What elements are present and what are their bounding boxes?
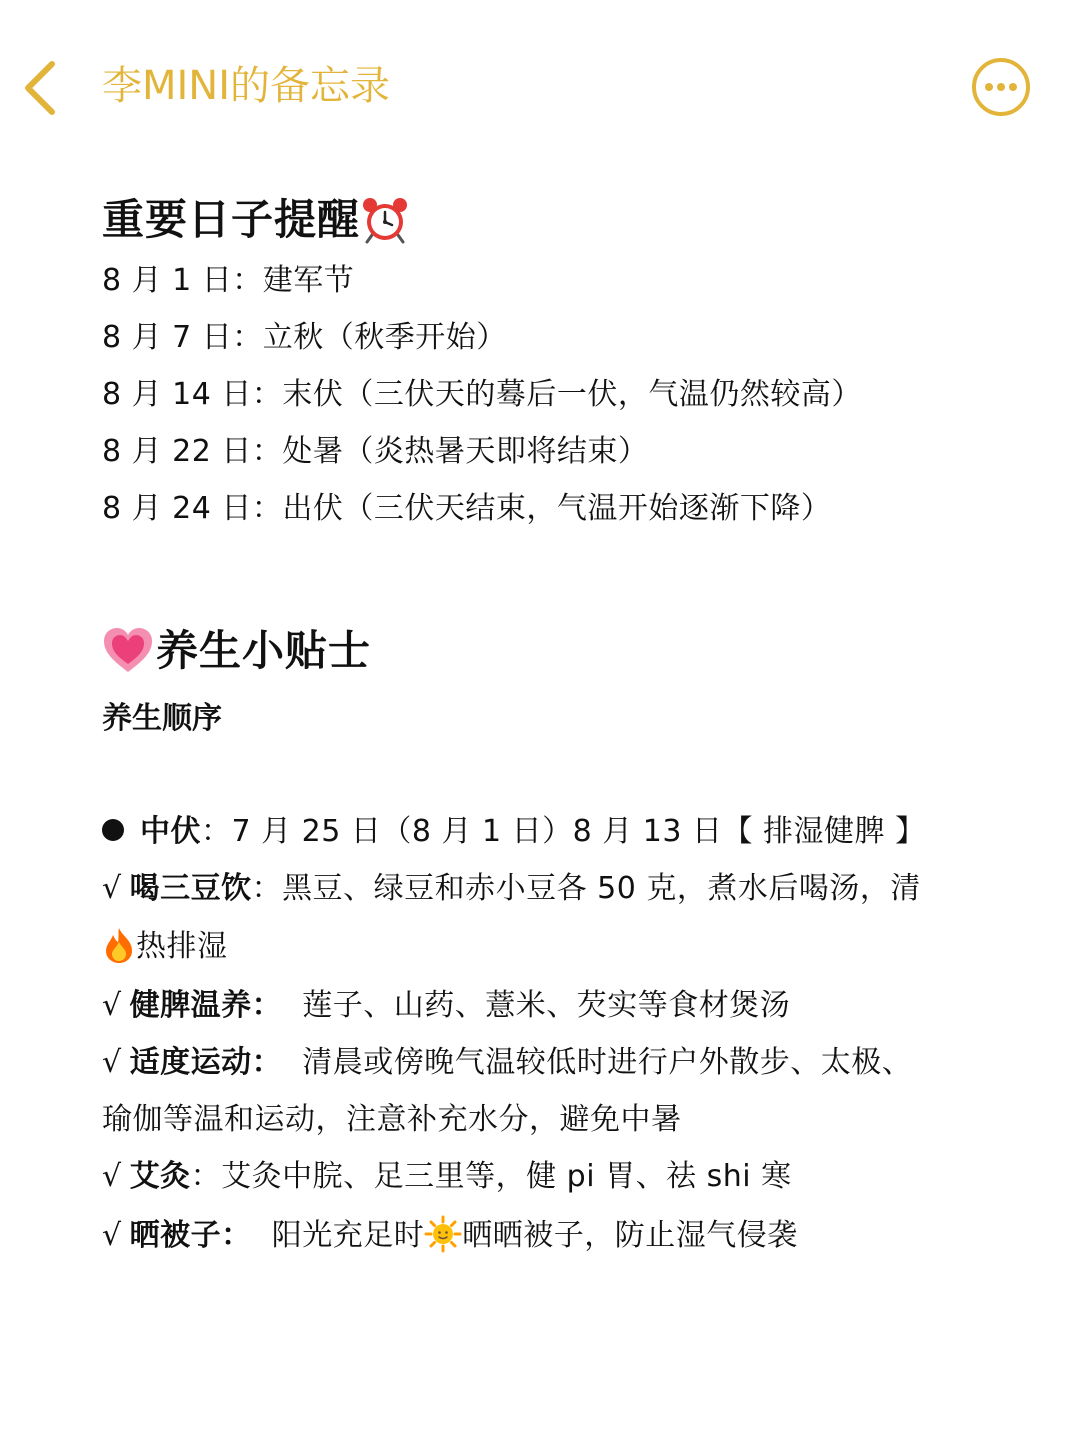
- health-order-subtitle: 养生顺序: [102, 701, 222, 736]
- chevron-left-icon: [14, 54, 70, 118]
- heart-icon: [102, 626, 154, 676]
- tip-item-continuation: [102, 917, 1002, 977]
- section-health-tips-title: [102, 619, 1002, 683]
- back-button[interactable]: [14, 54, 70, 118]
- tip-text: 阳光充足时: [251, 1218, 425, 1253]
- date-item: 8 月 14 日：末伏（三伏天的蓦后一伏，气温仍然较高）: [102, 377, 862, 412]
- tip-item: [102, 860, 1002, 917]
- tip-item: [102, 1034, 1002, 1091]
- date-item: 8 月 24 日：出伏（三伏天结束，气温开始逐渐下降）: [102, 491, 832, 526]
- tip-label: 艾灸: [129, 1159, 191, 1194]
- tip-text: ：黑豆、绿豆和赤小豆各 50 克，煮水后喝汤，清: [251, 871, 921, 906]
- tip-item: [102, 977, 1002, 1034]
- tip-label: 健脾温养：: [129, 988, 283, 1023]
- check-mark: √: [102, 871, 122, 906]
- section-title-text: 养生小贴士: [156, 626, 372, 675]
- more-options-icon: [970, 56, 1032, 118]
- nav-bar: [0, 40, 1080, 136]
- check-mark: √: [102, 1045, 122, 1080]
- app-title: 李MINI的备忘录: [102, 63, 391, 109]
- date-item: 8 月 22 日：处暑（炎热暑天即将结束）: [102, 434, 649, 469]
- section-title-text: 重要日子提醒: [102, 195, 361, 244]
- date-item: 8 月 7 日：立秋（秋季开始）: [102, 320, 507, 355]
- bullet-dot-icon: [102, 819, 124, 841]
- sun-icon: [424, 1215, 462, 1253]
- tip-text: ：艾灸中脘、足三里等，健 pi 胃、祛 shi 寒: [190, 1159, 792, 1194]
- phase-text: ：7 月 25 日（8 月 1 日）8 月 13 日【 排湿健脾 】: [201, 814, 926, 849]
- tip-item-continuation: 瑜伽等温和运动，注意补充水分，避免中暑: [102, 1102, 682, 1137]
- more-button[interactable]: [970, 56, 1032, 118]
- tip-item: [102, 1205, 1002, 1267]
- phase-line: [102, 803, 1002, 860]
- phase-label: 中伏: [140, 814, 201, 849]
- tip-text: 清晨或傍晚气温较低时进行户外散步、太极、: [282, 1045, 913, 1080]
- tip-text-continued: 热排湿: [136, 929, 228, 964]
- date-item: 8 月 1 日：建军节: [102, 263, 355, 298]
- tip-label: 晒被子：: [129, 1218, 252, 1253]
- alarm-clock-icon: [360, 195, 410, 245]
- tip-label: 喝三豆饮: [129, 871, 252, 906]
- tip-text: 莲子、山药、薏米、芡实等食材煲汤: [282, 988, 791, 1023]
- check-mark: √: [102, 1218, 122, 1253]
- check-mark: √: [102, 988, 122, 1023]
- tip-label: 适度运动：: [129, 1045, 283, 1080]
- check-mark: √: [102, 1159, 122, 1194]
- memo-content[interactable]: [102, 188, 1002, 1267]
- tip-text-continued: 晒晒被子，防止湿气侵袭: [462, 1218, 798, 1253]
- fire-icon: [102, 926, 136, 964]
- section-important-dates-title: [102, 188, 1002, 252]
- tip-item: [102, 1148, 1002, 1205]
